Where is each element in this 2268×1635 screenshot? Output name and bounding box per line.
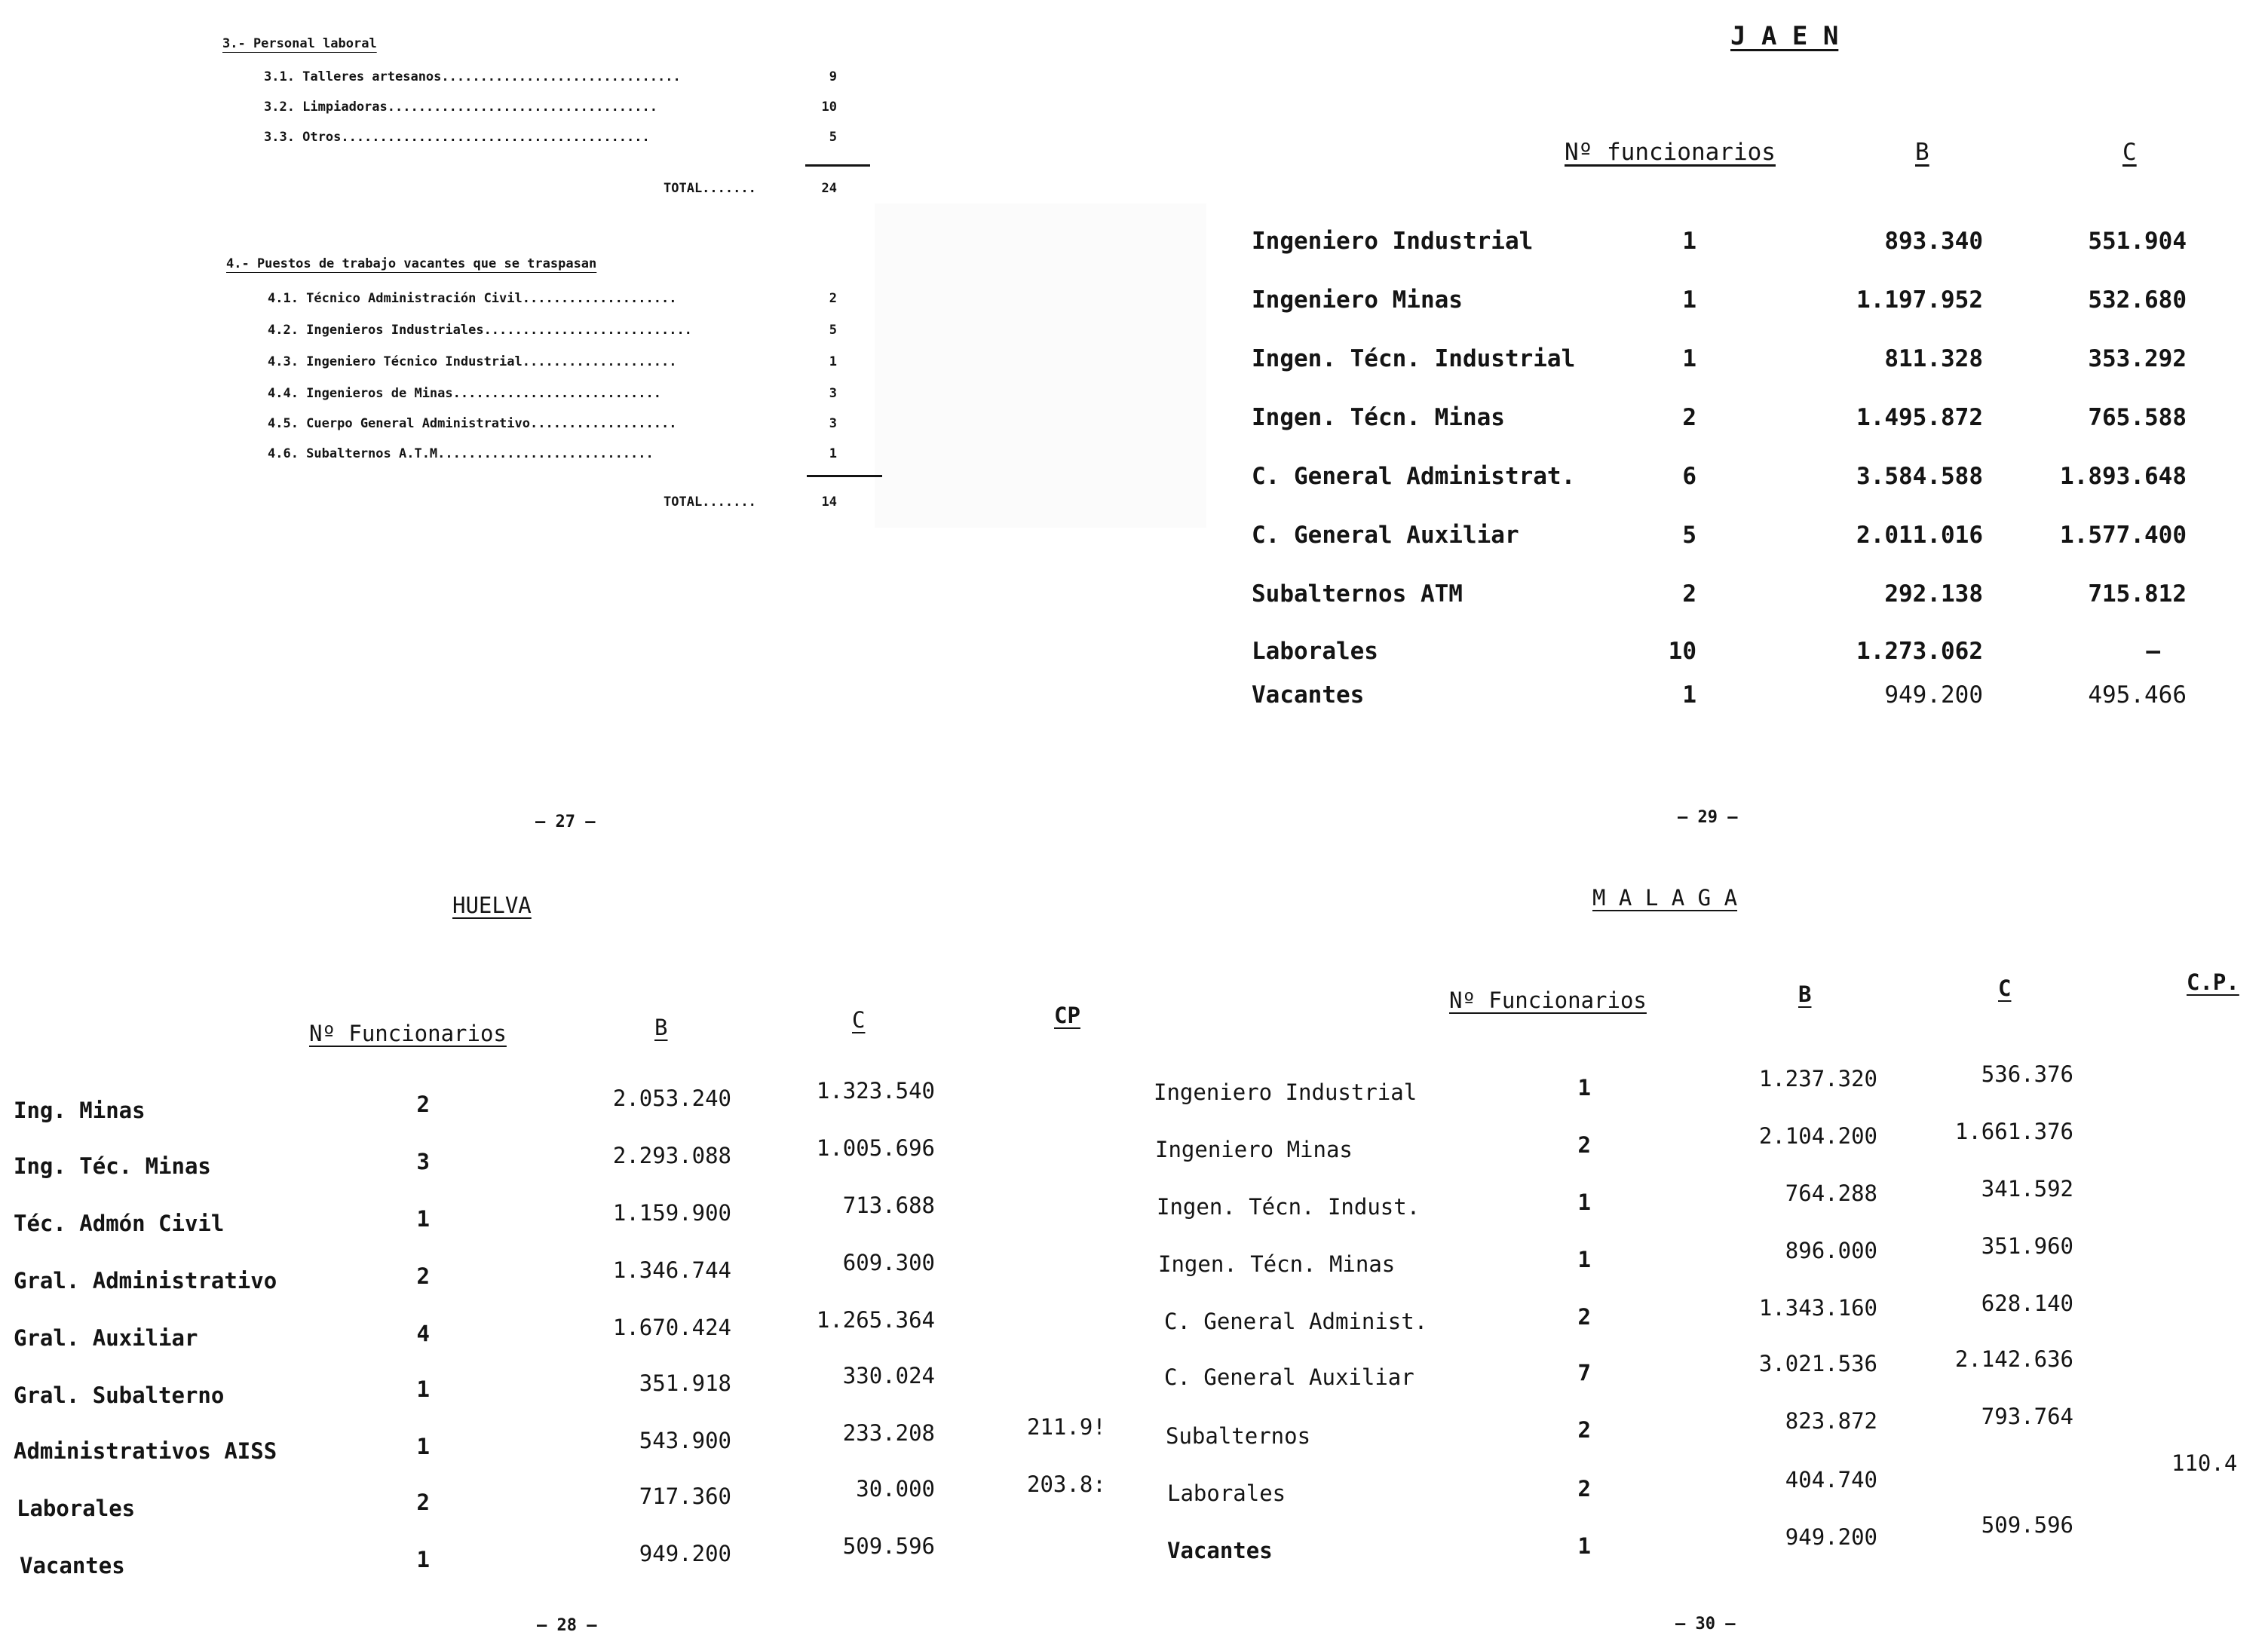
page-number: — 30 — (1675, 1615, 1736, 1633)
list-item-value: 3 (829, 386, 837, 401)
page-number: — 29 — (1678, 808, 1738, 827)
page-number: — 28 — (537, 1616, 597, 1635)
row-b: 949.200 (1785, 1524, 1877, 1550)
row-b: 1.197.952 (1856, 286, 1983, 314)
header-c: C (2122, 139, 2137, 166)
row-label: C. General Administrat. (1252, 463, 1576, 490)
row-count: 1 (416, 1376, 430, 1402)
row-b: 1.346.744 (612, 1257, 731, 1283)
list-item-value: 10 (821, 100, 837, 115)
row-label: Ingen. Técn. Minas (1252, 404, 1505, 431)
total-rule (805, 164, 870, 167)
row-label: Administrativos AISS (14, 1438, 277, 1464)
list-item-label: 3.1. Talleres artesanos............................... (264, 69, 681, 84)
row-label: Ingen. Técn. Indust. (1157, 1194, 1421, 1220)
page-title: J A E N (1730, 21, 1839, 51)
row-b: 3.584.588 (1856, 463, 1983, 490)
header-b: B (1798, 981, 1812, 1007)
row-b: 3.021.536 (1758, 1351, 1877, 1376)
header-funcionarios: Nº Funcionarios (309, 1021, 507, 1046)
row-b: 823.872 (1785, 1408, 1877, 1434)
page-title: M A L A G A (1592, 885, 1738, 911)
row-label: Gral. Subalterno (14, 1382, 225, 1408)
row-c: 713.688 (842, 1193, 935, 1218)
row-b: 893.340 (1884, 228, 1983, 255)
row-b: 764.288 (1785, 1180, 1877, 1206)
row-c: 715.812 (2088, 580, 2187, 608)
row-cp: 211.9! (1027, 1414, 1106, 1440)
scan-shadow (875, 204, 1206, 528)
row-b: 717.360 (639, 1483, 731, 1509)
header-funcionarios: Nº Funcionarios (1449, 987, 1647, 1013)
row-b: 949.200 (639, 1541, 731, 1566)
row-label: Ingen. Técn. Minas (1158, 1251, 1396, 1277)
row-count: 10 (1668, 638, 1696, 665)
row-c: 532.680 (2088, 286, 2187, 314)
row-c: 330.024 (842, 1363, 935, 1389)
row-b: 896.000 (1785, 1238, 1877, 1263)
row-label: Ingeniero Industrial (1252, 228, 1534, 255)
total-value: 14 (821, 494, 837, 510)
row-label: Vacantes (20, 1553, 125, 1578)
row-b: 2.053.240 (612, 1085, 731, 1111)
total-label: TOTAL....... (664, 494, 756, 510)
row-b: 1.237.320 (1758, 1066, 1877, 1092)
row-count: 2 (1682, 404, 1696, 431)
row-label: Gral. Auxiliar (14, 1325, 198, 1351)
row-b: 949.200 (1884, 681, 1983, 709)
row-count: 3 (416, 1149, 430, 1174)
row-label: Ingeniero Minas (1155, 1137, 1353, 1162)
row-b: 351.918 (639, 1370, 731, 1396)
row-c: 628.140 (1981, 1291, 2073, 1316)
list-item-label: 4.5. Cuerpo General Administrativo................... (268, 416, 677, 431)
row-count: 1 (1682, 681, 1696, 709)
row-c: 509.596 (1981, 1512, 2073, 1538)
row-label: Ingeniero Minas (1252, 286, 1463, 314)
list-item-label: 4.1. Técnico Administración Civil.................... (268, 291, 677, 306)
row-c: – (2146, 638, 2160, 665)
row-label: Ing. Téc. Minas (14, 1153, 211, 1179)
row-c: 509.596 (842, 1533, 935, 1559)
row-cp: 203.8: (1027, 1471, 1106, 1497)
row-b: 1.159.900 (612, 1200, 731, 1226)
list-item-label: 4.2. Ingenieros Industriales........................... (268, 323, 692, 338)
row-c: 1.661.376 (1954, 1119, 2073, 1144)
row-c: 30.000 (856, 1476, 935, 1502)
row-count: 2 (1682, 580, 1696, 608)
row-b: 1.670.424 (612, 1315, 731, 1340)
row-b: 404.740 (1785, 1467, 1877, 1493)
row-b: 811.328 (1884, 345, 1983, 372)
row-c: 1.005.696 (816, 1135, 935, 1161)
row-count: 2 (1577, 1132, 1591, 1158)
header-cp: CP (1054, 1003, 1080, 1028)
row-c: 351.960 (1981, 1233, 2073, 1259)
row-count: 2 (1577, 1304, 1591, 1330)
row-label: Vacantes (1167, 1538, 1273, 1563)
row-count: 1 (416, 1206, 430, 1232)
row-count: 5 (1682, 522, 1696, 549)
total-label: TOTAL....... (664, 181, 756, 196)
row-c: 353.292 (2088, 345, 2187, 372)
row-c: 1.323.540 (816, 1078, 935, 1104)
row-c: 341.592 (1981, 1176, 2073, 1202)
row-b: 292.138 (1884, 580, 1983, 608)
row-c: 793.764 (1981, 1404, 2073, 1429)
row-label: Ingeniero Industrial (1154, 1079, 1418, 1105)
row-cp: 110.4 (2171, 1450, 2238, 1476)
row-label: C. General Auxiliar (1164, 1364, 1414, 1390)
list-item-value: 9 (829, 69, 837, 84)
row-c: 1.265.364 (816, 1307, 935, 1333)
row-count: 2 (1577, 1417, 1591, 1443)
row-count: 6 (1682, 463, 1696, 490)
row-count: 2 (416, 1092, 430, 1117)
row-count: 1 (1682, 345, 1696, 372)
row-label: Gral. Administrativo (14, 1268, 277, 1294)
row-label: Laborales (17, 1496, 136, 1521)
row-count: 1 (1577, 1533, 1591, 1559)
row-count: 7 (1577, 1360, 1591, 1385)
row-count: 1 (1577, 1247, 1591, 1272)
row-label: Ingen. Técn. Industrial (1252, 345, 1576, 372)
row-count: 1 (1682, 228, 1696, 255)
row-c: 233.208 (842, 1420, 935, 1446)
list-item-value: 5 (829, 130, 837, 145)
row-count: 1 (1577, 1190, 1591, 1215)
row-b: 1.343.160 (1758, 1295, 1877, 1321)
row-label: Subalternos (1166, 1423, 1311, 1449)
row-count: 1 (1682, 286, 1696, 314)
row-c: 1.577.400 (2060, 522, 2187, 549)
list-item-label: 4.4. Ingenieros de Minas........................... (268, 386, 661, 401)
row-label: Téc. Admón Civil (14, 1211, 225, 1236)
list-item-value: 2 (829, 291, 837, 306)
page-title: HUELVA (452, 893, 532, 918)
row-b: 2.293.088 (612, 1143, 731, 1168)
row-count: 2 (416, 1263, 430, 1289)
row-b: 543.900 (639, 1428, 731, 1453)
row-count: 4 (416, 1321, 430, 1346)
list-item-label: 4.6. Subalternos A.T.M............................ (268, 446, 654, 461)
row-label: Laborales (1252, 638, 1378, 665)
page-number: — 27 — (535, 813, 596, 831)
list-item-label: 3.2. Limpiadoras................................... (264, 100, 657, 115)
row-count: 2 (416, 1490, 430, 1515)
row-c: 551.904 (2088, 228, 2187, 255)
row-count: 1 (416, 1547, 430, 1572)
total-value: 24 (821, 181, 837, 196)
row-label: C. General Administ. (1164, 1309, 1428, 1334)
header-cp: C.P. (2187, 969, 2239, 995)
row-count: 2 (1577, 1476, 1591, 1502)
header-c: C (1998, 975, 2012, 1001)
row-b: 2.104.200 (1758, 1123, 1877, 1149)
row-count: 1 (416, 1434, 430, 1459)
header-b: B (1915, 139, 1929, 166)
row-c: 495.466 (2088, 681, 2187, 709)
row-label: Vacantes (1252, 681, 1365, 709)
section-4-title: 4.- Puestos de trabajo vacantes que se traspasan (226, 256, 597, 271)
row-label: C. General Auxiliar (1252, 522, 1519, 549)
row-c: 765.588 (2088, 404, 2187, 431)
list-item-value: 1 (829, 446, 837, 461)
row-count: 1 (1577, 1075, 1591, 1101)
row-label: Subalternos ATM (1252, 580, 1463, 608)
row-c: 2.142.636 (1954, 1346, 2073, 1372)
row-label: Laborales (1167, 1480, 1286, 1506)
section-3-title: 3.- Personal laboral (222, 36, 377, 51)
row-c: 1.893.648 (2060, 463, 2187, 490)
list-item-value: 5 (829, 323, 837, 338)
total-rule (807, 475, 882, 477)
row-c: 609.300 (842, 1250, 935, 1275)
list-item-label: 4.3. Ingeniero Técnico Industrial.................... (268, 354, 677, 369)
row-c: 536.376 (1981, 1061, 2073, 1087)
header-b: B (654, 1015, 668, 1040)
row-b: 2.011.016 (1856, 522, 1983, 549)
header-c: C (852, 1007, 866, 1033)
row-b: 1.495.872 (1856, 404, 1983, 431)
list-item-value: 1 (829, 354, 837, 369)
list-item-label: 3.3. Otros........................................ (264, 130, 650, 145)
row-label: Ing. Minas (14, 1098, 146, 1123)
row-b: 1.273.062 (1856, 638, 1983, 665)
header-funcionarios: Nº funcionarios (1565, 139, 1776, 166)
list-item-value: 3 (829, 416, 837, 431)
